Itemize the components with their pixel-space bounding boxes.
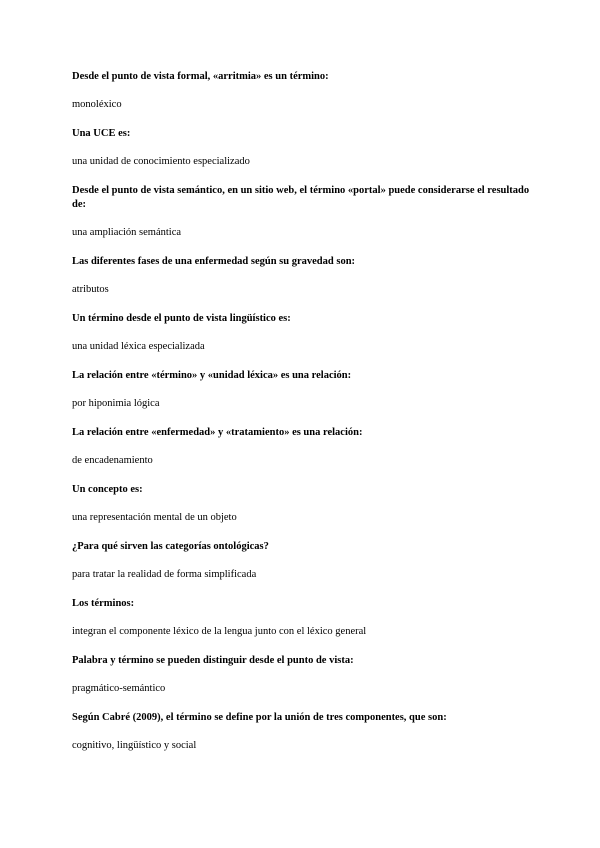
question-10: Los términos: (72, 598, 135, 609)
answer-5: una unidad léxica especializada (72, 341, 205, 352)
question-4: Las diferentes fases de una enfermedad según su gravedad son: (72, 256, 356, 267)
question-11: Palabra y término se pueden distinguir desde el punto de vista: (72, 655, 354, 666)
qa-item-1 (72, 70, 532, 112)
question-3: Desde el punto de vista semántico, en un sitio web, el término «portal» puede considerarse el resultado de: (72, 185, 530, 210)
answer-7: de encadenamiento (72, 455, 153, 466)
answer-6: por hiponimia lógica (72, 398, 160, 409)
answer-8: una representación mental de un objeto (72, 512, 237, 523)
answer-9: para tratar la realidad de forma simplificada (72, 569, 257, 580)
answer-2: una unidad de conocimiento especializado (72, 156, 250, 167)
document-page (72, 70, 532, 768)
question-8: Un concepto es: (72, 484, 143, 495)
answer-10: integran el componente léxico de la lengua junto con el léxico general (72, 626, 367, 637)
qa-item-12 (72, 711, 532, 753)
qa-item-11 (72, 654, 532, 696)
answer-12: cognitivo, lingüístico y social (72, 740, 197, 751)
qa-item-2 (72, 127, 532, 169)
qa-item-4 (72, 255, 532, 297)
answer-11: pragmático-semántico (72, 683, 166, 694)
qa-item-5 (72, 312, 532, 354)
qa-item-10 (72, 597, 532, 639)
question-2: Una UCE es: (72, 128, 131, 139)
question-9: ¿Para qué sirven las categorías ontológicas? (72, 541, 269, 552)
question-6: La relación entre «término» y «unidad léxica» es una relación: (72, 370, 352, 381)
qa-item-9 (72, 540, 532, 582)
answer-1: monoléxico (72, 99, 122, 110)
answer-3: una ampliación semántica (72, 227, 182, 238)
qa-item-6 (72, 369, 532, 411)
question-5: Un término desde el punto de vista lingüístico es: (72, 313, 291, 324)
question-12: Según Cabré (2009), el término se define por la unión de tres componentes, que son: (72, 712, 447, 723)
qa-item-8 (72, 483, 532, 525)
question-1: Desde el punto de vista formal, «arritmia» es un término: (72, 71, 329, 82)
qa-item-7 (72, 426, 532, 468)
answer-4: atributos (72, 284, 109, 295)
question-7: La relación entre «enfermedad» y «tratamiento» es una relación: (72, 427, 363, 438)
qa-item-3 (72, 184, 532, 240)
